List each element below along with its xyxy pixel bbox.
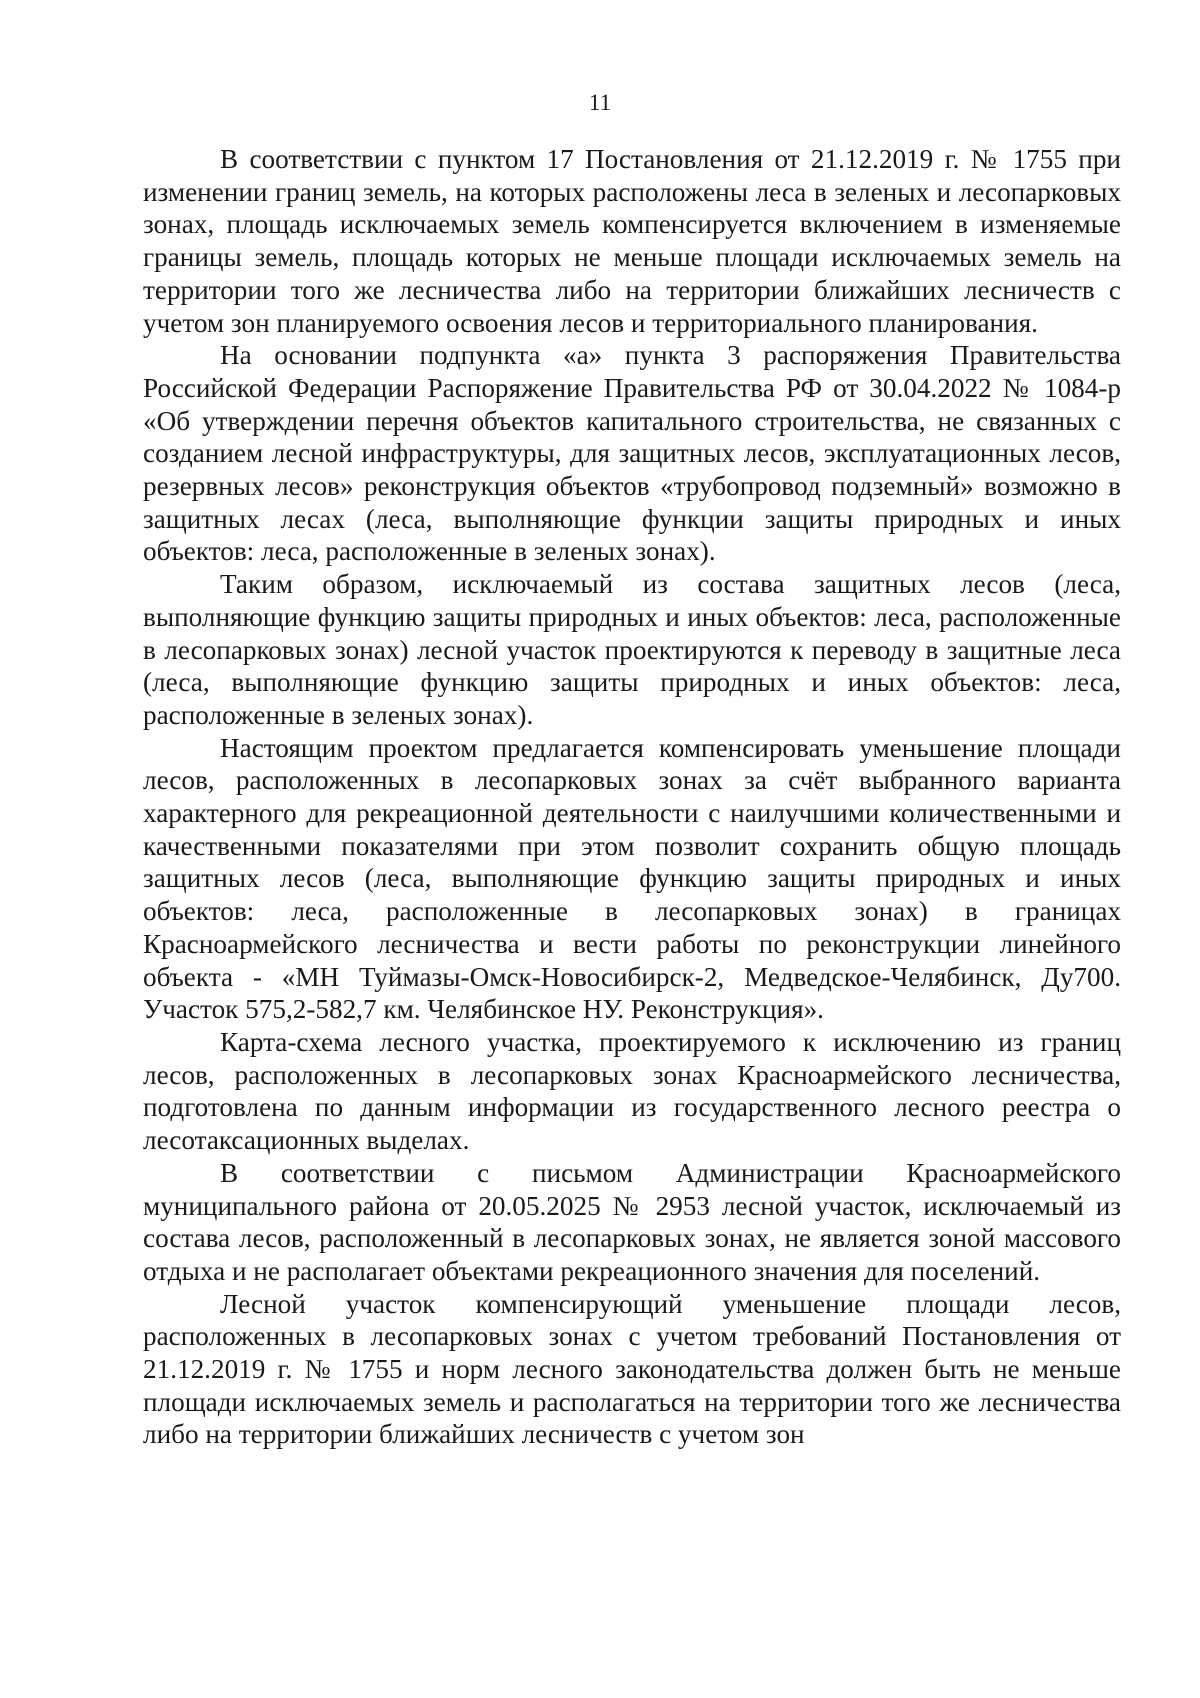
paragraph-project-proposal: Настоящим проектом предлагается компенсировать уменьшение площади лесов, расположенных в лесопарковых зонах за счёт выбранного варианта характерного для рекреационной деятельности с наилучшими количественными и качественными показателями при этом позволит сохранить общую площадь защитных лесов (леса, выполняющие функцию защиты природных и иных объектов: леса, расположенные в лесопарковых зонах) в границах Красноармейского лесничества и вести работы по реконструкции линейного объекта - «МН Туймазы-Омск-Новосибирск-2, Медведское-Челябинск, Ду700. Участок 575,2-582,7 км. Челябинское НУ. Реконструкция». bbox=[143, 732, 1121, 1025]
paragraph-compensating-plot: Лесной участок компенсирующий уменьшение площади лесов, расположенных в лесопарковых зонах с учетом требований Постановления от 21.12.2019 г. № 1755 и норм лесного законодательства должен быть не меньше площади исключаемых земель и располагаться на территории того же лесничества либо на территории ближайших лесничеств с учетом зон bbox=[143, 1288, 1121, 1450]
paragraph-protective-forests: Таким образом, исключаемый из состава защитных лесов (леса, выполняющие функцию защиты природных и иных объектов: леса, расположенные в лесопарковых зонах) лесной участок проектируются к переводу в защитные леса (леса, выполняющие функцию защиты природных и иных объектов: леса, расположенные в зеленых зонах). bbox=[143, 569, 1121, 730]
document-body bbox=[143, 143, 1121, 1451]
page-number: 11 bbox=[588, 90, 612, 115]
paragraph-government-order: На основании подпункта «а» пункта 3 распоряжения Правительства Российской Федерации Распоряжение Правительства РФ от 30.04.2022 № 1084-р «Об утверждении перечня объектов капитального строительства, не связанных с созданием лесной инфраструктуры, для защитных лесов, эксплуатационных лесов, резервных лесов» реконструкция объектов «трубопровод подземный» возможно в защитных лесах (леса, выполняющие функции защиты природных и иных объектов: леса, расположенные в зеленых зонах). bbox=[143, 340, 1121, 567]
paragraph-map-scheme: Карта-схема лесного участка, проектируемого к исключению из границ лесов, расположенных в лесопарковых зонах Красноармейского лесничества, подготовлена по данным информации из государственного лесного реестра о лесотаксационных выделах. bbox=[143, 1026, 1121, 1156]
paragraph-compensation-rule: В соответствии с пунктом 17 Постановления от 21.12.2019 г. № 1755 при изменении границ земель, на которых расположены леса в зеленых и лесопарковых зонах, площадь исключаемых земель компенсируется включением в изменяемые границы земель, площадь которых не меньше площади исключаемых земель на территории того же лесничества либо на территории ближайших лесничеств с учетом зон планируемого освоения лесов и территориального планирования. bbox=[143, 144, 1121, 338]
paragraph-administration-letter: В соответствии с письмом Администрации Красноармейского муниципального района от 20.05.2025 № 2953 лесной участок, исключаемый из состава лесов, расположенный в лесопарковых зонах, не является зоной массового отдыха и не располагает объектами рекреационного значения для поселений. bbox=[143, 1157, 1121, 1286]
